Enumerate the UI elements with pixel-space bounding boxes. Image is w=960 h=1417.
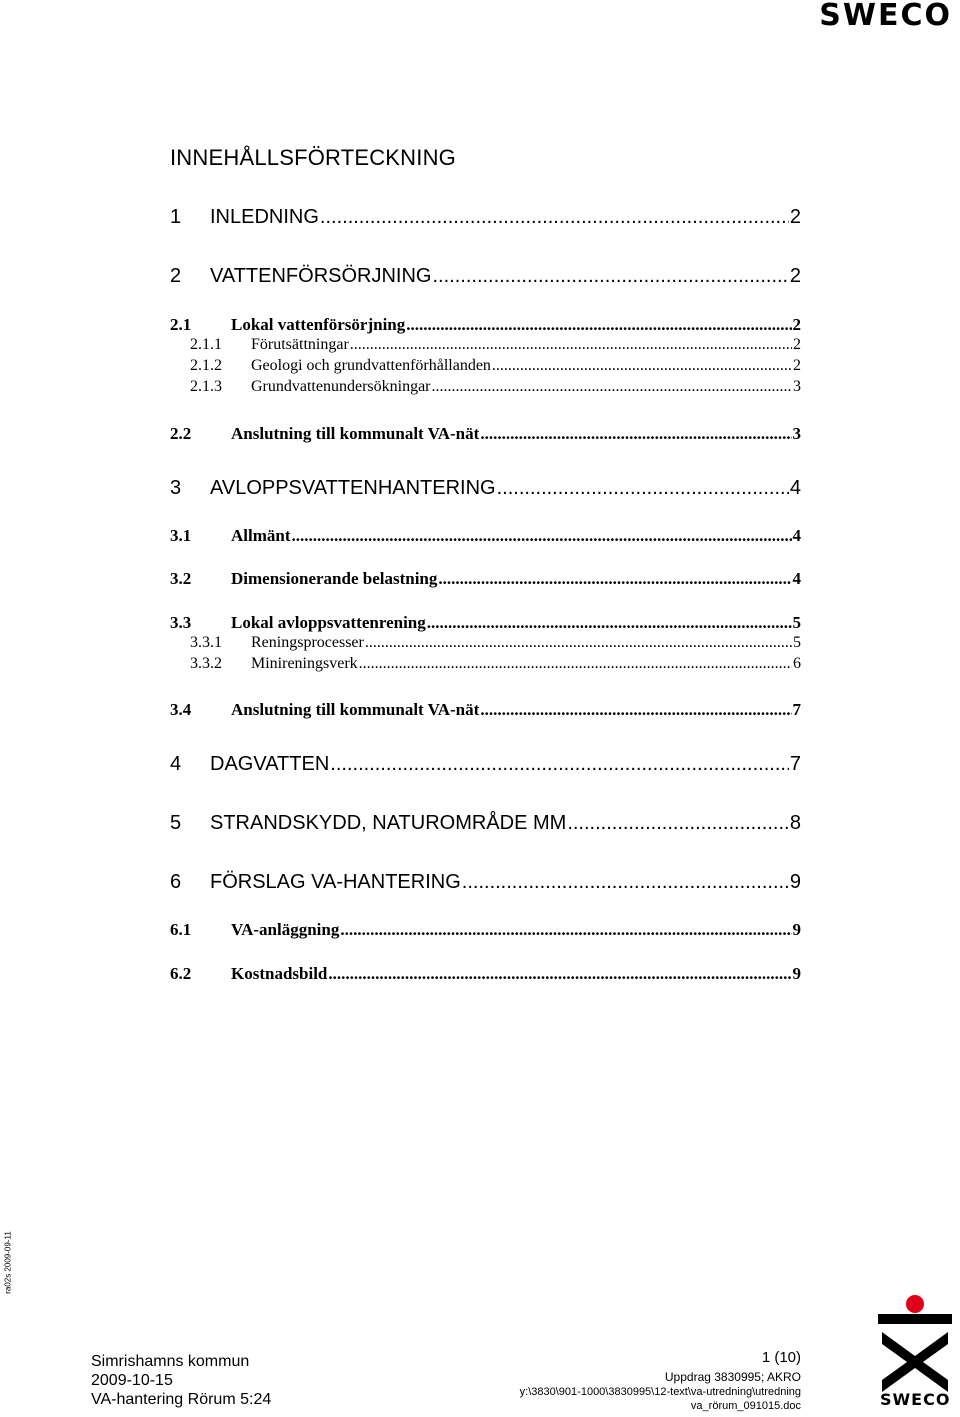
toc-leader-dots	[497, 477, 789, 500]
toc-entry-number: 3.2	[170, 569, 192, 588]
toc-entry-text: VA-anläggning	[231, 920, 340, 939]
toc-entry-3-4[interactable]	[170, 700, 801, 720]
toc-title: INNEHÅLLSFÖRTECKNING	[170, 145, 456, 170]
toc-entry-text: FÖRSLAG VA-HANTERING	[210, 871, 461, 893]
toc-entry-number: 6.2	[170, 964, 192, 983]
toc-entry-page: 2	[789, 206, 801, 228]
toc-entry-page: 9	[792, 964, 801, 983]
toc-entry-number: 2.1.1	[190, 336, 222, 353]
toc-leader-dots	[365, 634, 792, 652]
toc-entry-number: 2.1.3	[190, 378, 222, 395]
toc-entry-text: STRANDSKYDD, NATUROMRÅDE MM	[210, 812, 567, 834]
toc-entry-page: 3	[793, 378, 801, 395]
toc-entry-5[interactable]	[170, 812, 801, 835]
footer-assignment: Uppdrag 3830995; AKRO	[664, 1370, 801, 1384]
toc-entry-number: 2.1	[170, 315, 192, 334]
toc-entry-text: Reningsprocesser	[251, 634, 364, 651]
toc-entry-text: Förutsättningar	[251, 336, 349, 353]
toc-entry-number: 2	[170, 265, 182, 287]
toc-entry-page: 4	[792, 526, 801, 545]
toc-leader-dots	[340, 920, 791, 940]
toc-leader-dots	[359, 655, 792, 673]
toc-entry-page: 7	[792, 700, 801, 719]
toc-entry-text: DAGVATTEN	[210, 753, 330, 775]
footer-right	[520, 1348, 801, 1413]
toc-entry-number: 2.1.2	[190, 357, 222, 374]
toc-entry-number: 1	[170, 206, 182, 228]
toc-leader-dots	[320, 206, 789, 229]
toc-entry-text: Lokal vattenförsörjning	[231, 315, 406, 334]
toc-entry-number: 3.3	[170, 613, 192, 632]
toc-entry-3[interactable]	[170, 477, 801, 500]
toc-entry-6-1[interactable]	[170, 920, 801, 940]
footer-left	[91, 1352, 271, 1409]
toc-entry-number: 3	[170, 477, 182, 499]
toc-entry-3-3-2[interactable]	[190, 655, 801, 673]
toc-entry-page: 7	[789, 753, 801, 775]
toc-entry-text: Dimensionerande belastning	[231, 569, 438, 588]
toc-entry-2-1-3[interactable]	[190, 378, 801, 396]
toc-leader-dots	[350, 336, 792, 354]
footer-date: 2009-10-15	[91, 1372, 173, 1389]
toc-entry-page: 5	[793, 634, 801, 651]
toc-entry-number: 3.4	[170, 700, 192, 719]
toc-entry-2-2[interactable]	[170, 424, 801, 444]
toc-leader-dots	[406, 315, 791, 335]
sweco-logo-top: SWECO	[819, 0, 952, 33]
toc-entry-text: Minireningsverk	[251, 655, 358, 672]
toc-entry-number: 6	[170, 871, 182, 893]
toc-entry-1[interactable]	[170, 206, 801, 229]
toc-entry-2-1-1[interactable]	[190, 336, 801, 354]
toc-entry-text: INLEDNING	[210, 206, 319, 228]
toc-entry-3-3[interactable]	[170, 613, 801, 633]
toc-entry-page: 6	[793, 655, 801, 672]
toc-entry-text: Allmänt	[231, 526, 291, 545]
toc-entry-text: VATTENFÖRSÖRJNING	[210, 265, 432, 287]
toc-entry-text: Anslutning till kommunalt VA-nät	[231, 700, 480, 719]
toc-entry-page: 8	[789, 812, 801, 834]
toc-entry-page: 9	[792, 920, 801, 939]
toc-entry-number: 3.3.2	[190, 655, 222, 672]
toc-entry-6[interactable]	[170, 871, 801, 894]
toc-entry-text: Anslutning till kommunalt VA-nät	[231, 424, 480, 443]
footer-page-info: 1 (10)	[761, 1349, 801, 1366]
toc-entry-page: 2	[789, 265, 801, 287]
toc-leader-dots	[432, 265, 788, 288]
toc-leader-dots	[462, 871, 789, 894]
toc-entry-text: Geologi och grundvattenförhållanden	[251, 357, 491, 374]
toc-entry-text: Grundvattenundersökningar	[251, 378, 431, 395]
toc-entry-page: 4	[789, 477, 801, 499]
toc-entry-page: 9	[789, 871, 801, 893]
toc-leader-dots	[328, 964, 791, 984]
toc-entry-3-2[interactable]	[170, 569, 801, 589]
toc-leader-dots	[567, 812, 789, 835]
toc-entry-page: 3	[792, 424, 801, 443]
toc-entry-page: 5	[792, 613, 801, 632]
toc-leader-dots	[432, 378, 792, 396]
toc-leader-dots	[480, 700, 791, 720]
footer-filename: va_rörum_091015.doc	[690, 1400, 801, 1412]
footer-client: Simrishamns kommun	[91, 1353, 250, 1370]
toc-entry-2-1-2[interactable]	[190, 357, 801, 375]
toc-entry-2[interactable]	[170, 265, 801, 288]
toc-leader-dots	[492, 357, 792, 375]
toc-entry-page: 2	[793, 357, 801, 374]
toc-leader-dots	[330, 753, 789, 776]
toc-entry-number: 6.1	[170, 920, 192, 939]
toc-entry-3-1[interactable]	[170, 526, 801, 546]
toc-entry-6-2[interactable]	[170, 964, 801, 984]
toc-entry-number: 4	[170, 753, 182, 775]
toc-entry-number: 5	[170, 812, 182, 834]
footer-document: VA-hantering Rörum 5:24	[91, 1391, 272, 1408]
toc-entry-number: 3.1	[170, 526, 192, 545]
toc-entry-number: 3.3.1	[190, 634, 222, 651]
toc-entry-text: Kostnadsbild	[231, 964, 328, 983]
toc-leader-dots	[438, 569, 791, 589]
toc-entry-2-1[interactable]	[170, 315, 801, 335]
footer-path: y:\3830\901-1000\3830995\12-text\va-utredning\utredning	[519, 1386, 801, 1398]
toc-entry-3-3-1[interactable]	[190, 634, 801, 652]
sweco-logo-bottom: SWECO	[880, 1390, 951, 1409]
toc-entry-page: 2	[793, 336, 801, 353]
side-note: ra02s 2009-09-11	[3, 1231, 13, 1294]
toc-entry-page: 4	[792, 569, 801, 588]
toc-entry-text: Lokal avloppsvattenrening	[231, 613, 426, 632]
toc-leader-dots	[292, 526, 792, 546]
toc-entry-text: AVLOPPSVATTENHANTERING	[210, 477, 496, 499]
toc-leader-dots	[427, 613, 792, 633]
toc-entry-number: 2.2	[170, 424, 192, 443]
toc-entry-page: 2	[792, 315, 801, 334]
toc-leader-dots	[480, 424, 791, 444]
toc-entry-4[interactable]	[170, 753, 801, 776]
